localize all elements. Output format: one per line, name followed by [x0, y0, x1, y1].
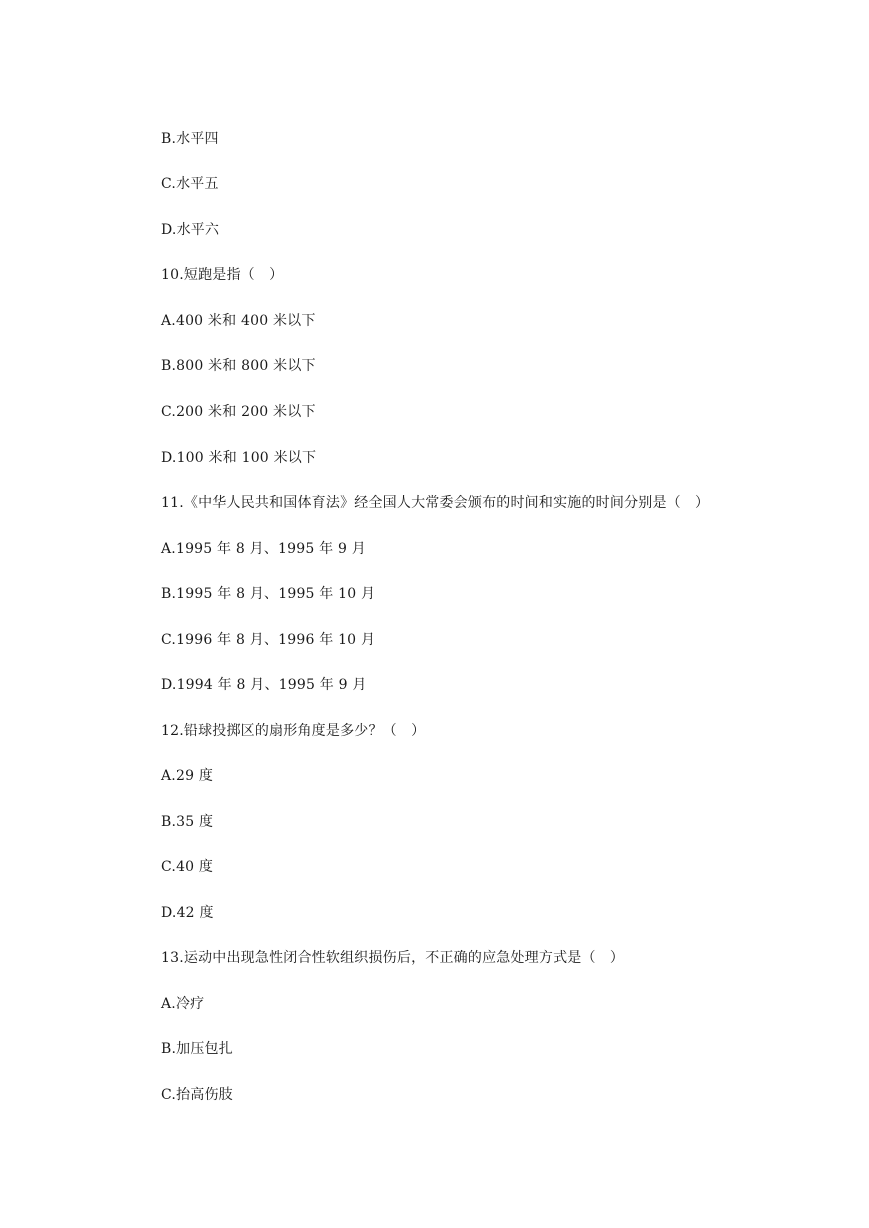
option-d-q11: D.1994 年 8 月、1995 年 9 月 [161, 677, 367, 693]
option-b-q11: B.1995 年 8 月、1995 年 10 月 [161, 586, 376, 602]
question-11: 11.《中华人民共和国体育法》经全国人大常委会颁布的时间和实施的时间分别是（ ） [161, 495, 710, 511]
option-b-q13: B.加压包扎 [161, 1041, 233, 1057]
option-b-q9: B.水平四 [161, 131, 219, 147]
option-c-q12: C.40 度 [161, 859, 214, 875]
option-c-q10: C.200 米和 200 米以下 [161, 404, 316, 420]
option-c-q11: C.1996 年 8 月、1996 年 10 月 [161, 632, 376, 648]
option-a-q11: A.1995 年 8 月、1995 年 9 月 [161, 541, 366, 557]
question-13: 13.运动中出现急性闭合性软组织损伤后，不正确的应急处理方式是（ ） [161, 950, 625, 966]
option-a-q10: A.400 米和 400 米以下 [161, 313, 316, 329]
option-a-q12: A.29 度 [161, 768, 214, 784]
option-d-q10: D.100 米和 100 米以下 [161, 450, 317, 466]
option-c-q13: C.抬高伤肢 [161, 1087, 233, 1103]
option-b-q10: B.800 米和 800 米以下 [161, 358, 316, 374]
option-b-q12: B.35 度 [161, 814, 214, 830]
option-d-q12: D.42 度 [161, 905, 214, 921]
option-d-q9: D.水平六 [161, 222, 220, 238]
question-12: 12.铅球投掷区的扇形角度是多少？（ ） [161, 723, 426, 739]
option-a-q13: A.冷疗 [161, 996, 205, 1012]
question-10: 10.短跑是指（ ） [161, 267, 284, 283]
option-c-q9: C.水平五 [161, 176, 219, 192]
